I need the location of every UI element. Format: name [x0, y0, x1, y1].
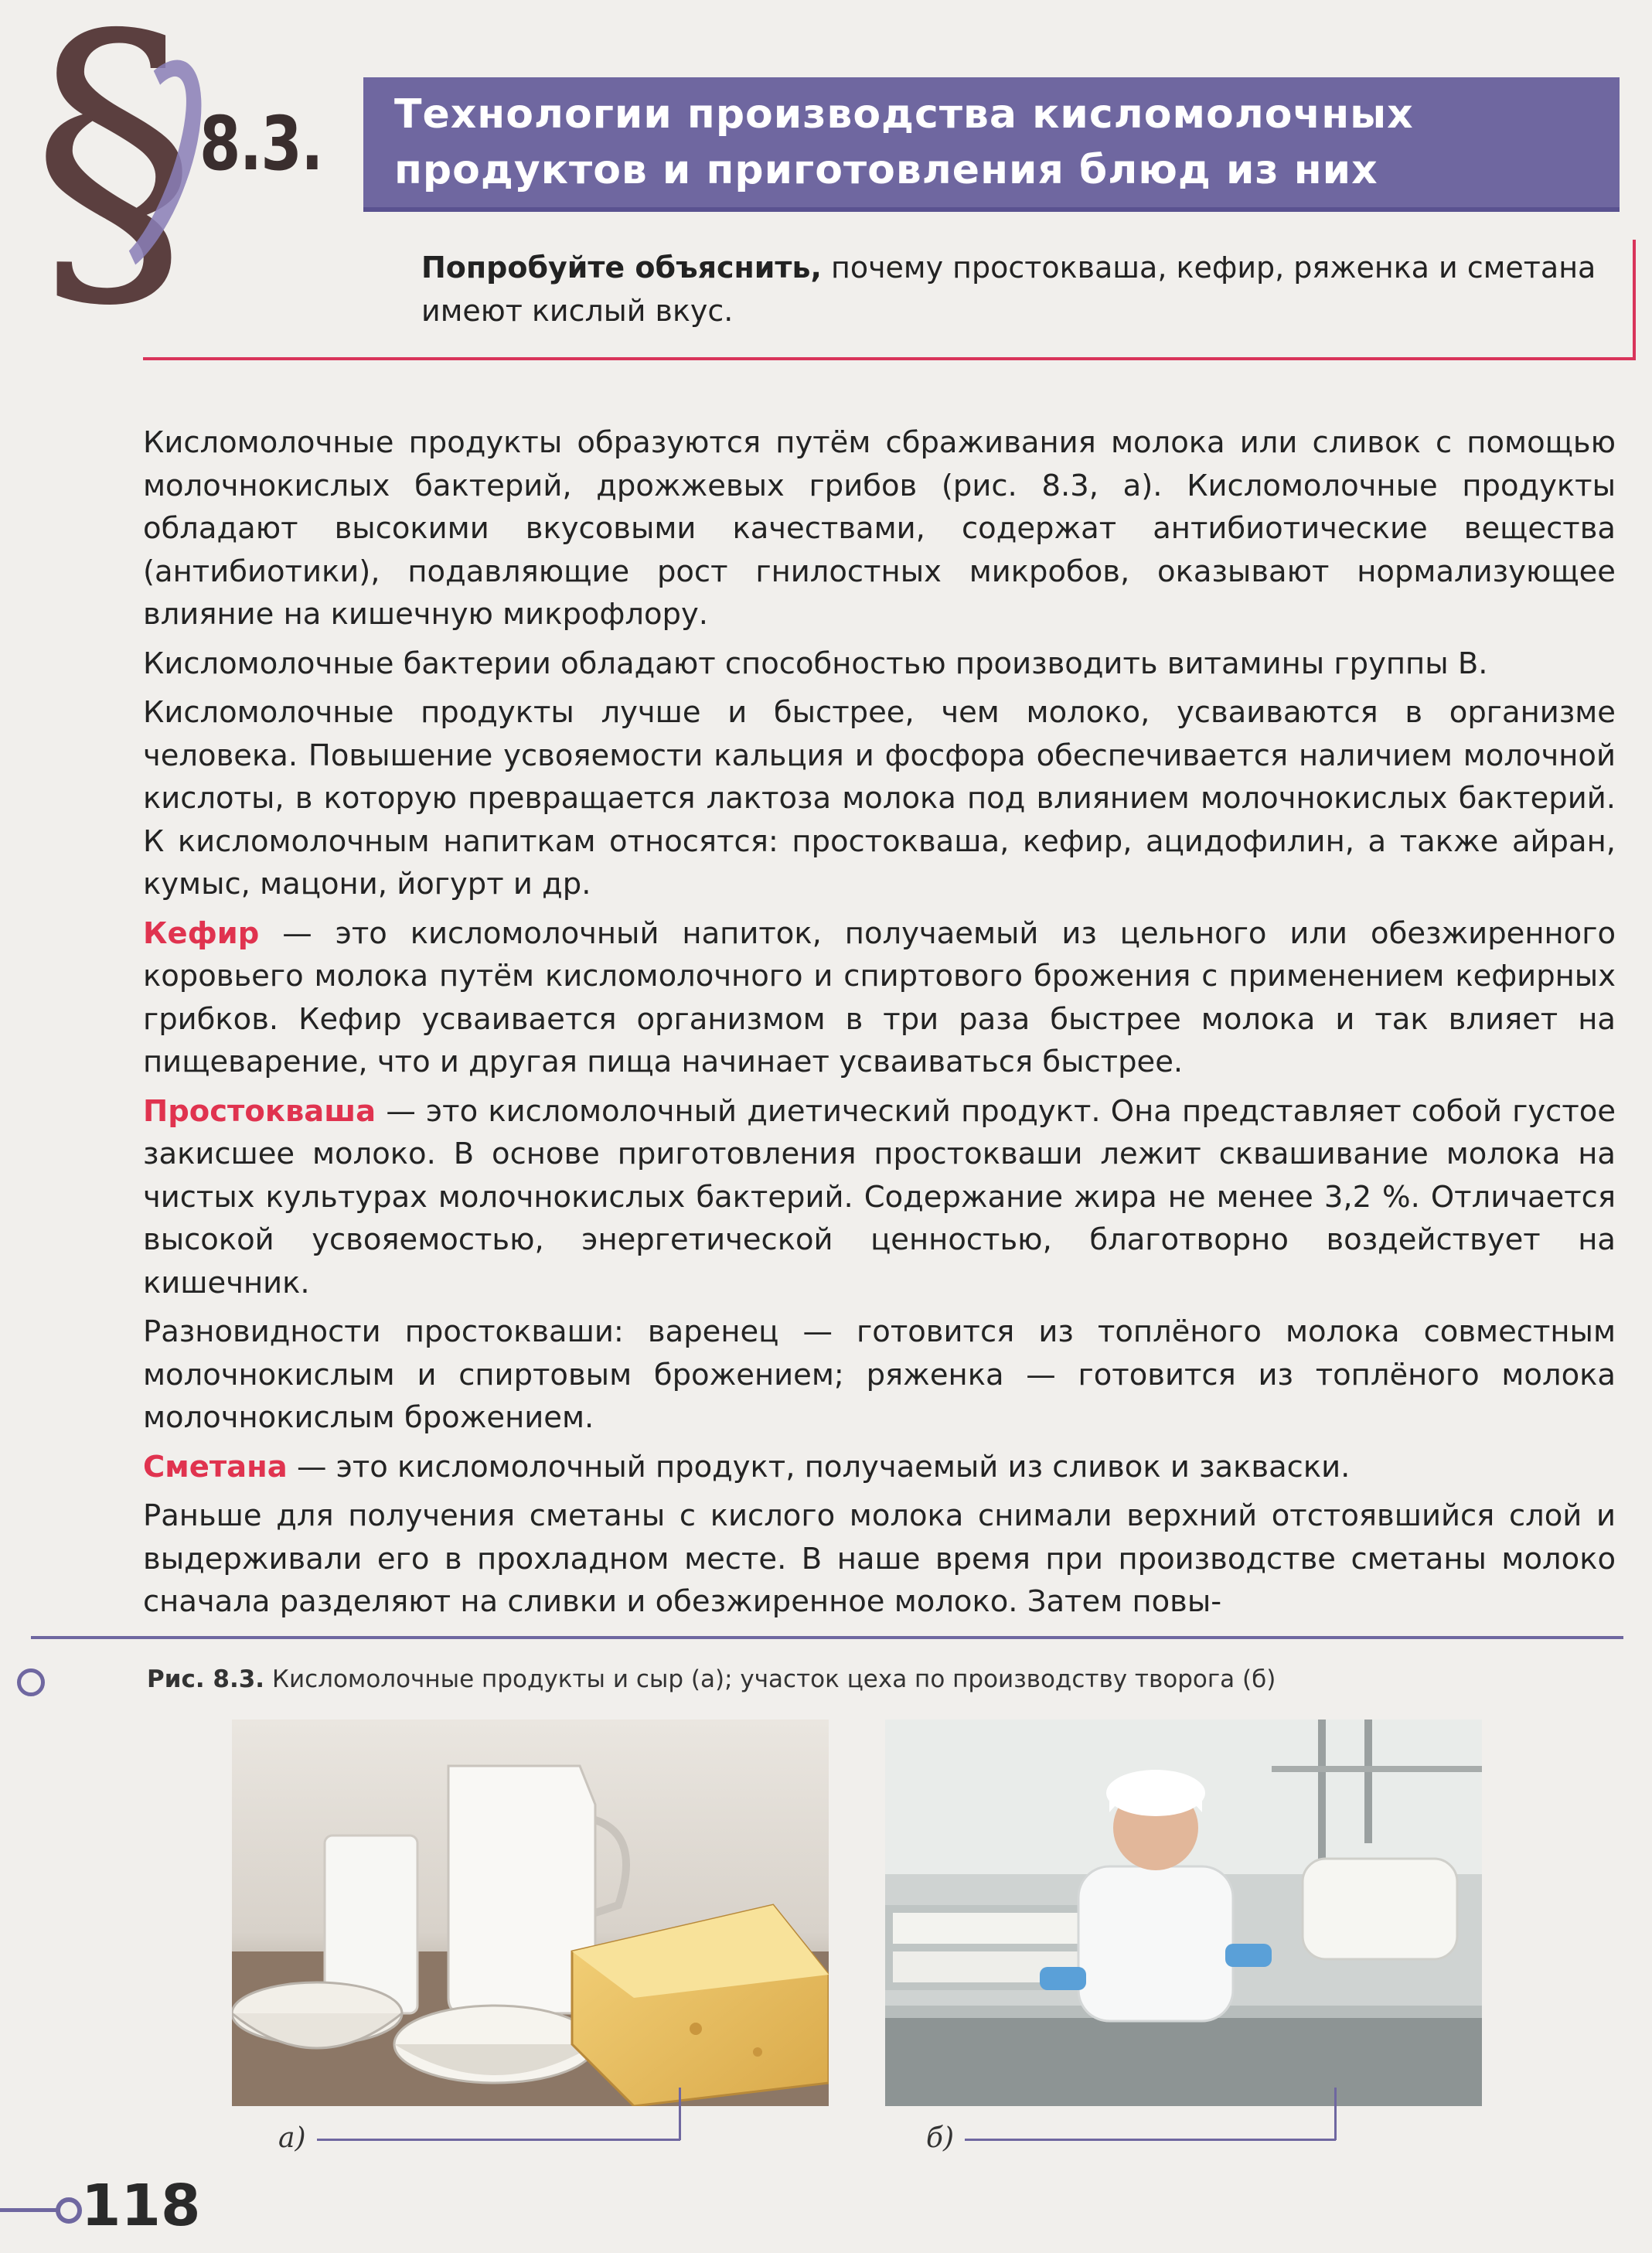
- label-line-a: [317, 2139, 680, 2141]
- caption-bullet: [17, 1668, 45, 1696]
- paragraph: Кисломолочные продукты лучше и быстрее, чем молоко, усваиваются в организме человека. Повышение усвояемости кальция и фосфора обеспечивается наличием молочной кислоты, в которую превращается лактоза молока под влиянием молочнокислых бактерий. К кисломолочным напиткам относятся: простокваша, кефир, ацидофилин, а также айран, кумыс, мацони, йогурт и др.: [143, 695, 1616, 902]
- definition-text: — это кисломолочный диетический продукт. Она представляет собой густое закисшее молоко. В основе приготовления простокваши лежит сквашивание молока на чистых культурах молочнокислых бактерий. Содержание жира не менее 3,2 %. Отличается высокой усвояемостью, энергетической ценностью, благотворно воздействует на кишечник.: [143, 1093, 1616, 1300]
- section-title: [394, 87, 1600, 198]
- page-number: 118: [81, 2173, 201, 2239]
- term-smetana: Сметана: [143, 1449, 288, 1484]
- section-number: 8.3.: [199, 101, 322, 187]
- page-number-line: [0, 2208, 59, 2212]
- page-number-bullet: [56, 2197, 82, 2224]
- paragraph: Раньше для получения сметаны с кислого молока снимали верхний отстоявшийся слой и выдерживали его в прохладном месте. В наше время при производстве сметаны молоко сначала разделяют на сливки и обезжиренное молоко. Затем повы-: [143, 1498, 1616, 1619]
- term-prostokvasha: Простокваша: [143, 1093, 376, 1129]
- question-border-right: [1633, 240, 1636, 360]
- figure-caption: [147, 1662, 1538, 1696]
- paragraph-prostokvasha: [143, 1090, 1616, 1305]
- figure-caption-text: Кисломолочные продукты и сыр (а); участок цеха по производству творога (б): [264, 1665, 1276, 1693]
- label-line-b: [965, 2139, 1336, 2141]
- paragraph: Разновидности простокваши: варенец — готовится из топлёного молока совместным молочнокислым и спиртовым брожением; ряженка — готовится из топлёного молока молочнокислым брожением.: [143, 1314, 1616, 1435]
- caption-divider: [31, 1636, 1623, 1639]
- paragraph-kefir: [143, 912, 1616, 1084]
- label-line-a-vertical: [679, 2088, 681, 2140]
- definition-text: — это кисломолочный продукт, получаемый из сливок и закваски.: [287, 1449, 1351, 1484]
- paragraph: Кисломолочные бактерии обладают способностью производить витамины группы В.: [143, 646, 1488, 681]
- section-mark: §: [31, 0, 197, 352]
- paragraph: Кисломолочные продукты образуются путём сбраживания молока или сливок с помощью молочнокислых бактерий, дрожжевых грибов (рис. 8.3, а). Кисломолочные продукты обладают высокими вкусовыми качествами, содержат антибиотические вещества (антибиотики), подавляющие рост гнилостных микробов, оказывают нормализующее влияние на кишечную микрофлору.: [143, 425, 1616, 632]
- title-line-2: продуктов и приготовления блюд из них: [394, 147, 1378, 193]
- main-text: [143, 421, 1616, 1630]
- question-lead: Попробуйте объяснить,: [421, 251, 822, 285]
- photo-cottage-cheese-workshop: [885, 1720, 1482, 2106]
- term-kefir: Кефир: [143, 915, 260, 951]
- label-line-b-vertical: [1334, 2088, 1337, 2140]
- question-box: [421, 246, 1627, 332]
- dairy-illustration: [232, 1720, 829, 2106]
- photo-dairy-products: [232, 1720, 829, 2106]
- photo-label-a: а): [278, 2122, 306, 2154]
- question-border-bottom: [143, 357, 1635, 360]
- definition-text: — это кисломолочный напиток, получаемый из цельного или обезжиренного коровьего молока путём кисломолочного и спиртового брожения с применением кефирных грибков. Кефир усваивается организмом в три раза быстрее молока и так влияет на пищеварение, что и другая пища начинает усваиваться быстрее.: [143, 915, 1616, 1079]
- figure-label: Рис. 8.3.: [147, 1665, 265, 1693]
- photo-label-b: б): [926, 2122, 955, 2154]
- workshop-illustration: [885, 1720, 1482, 2106]
- question-text: почему простокваша, кефир, ряженка и сметана имеют кислый вкус.: [421, 251, 1596, 328]
- paragraph-smetana: [143, 1446, 1616, 1489]
- title-line-1: Технологии производства кисломолочных: [394, 91, 1414, 138]
